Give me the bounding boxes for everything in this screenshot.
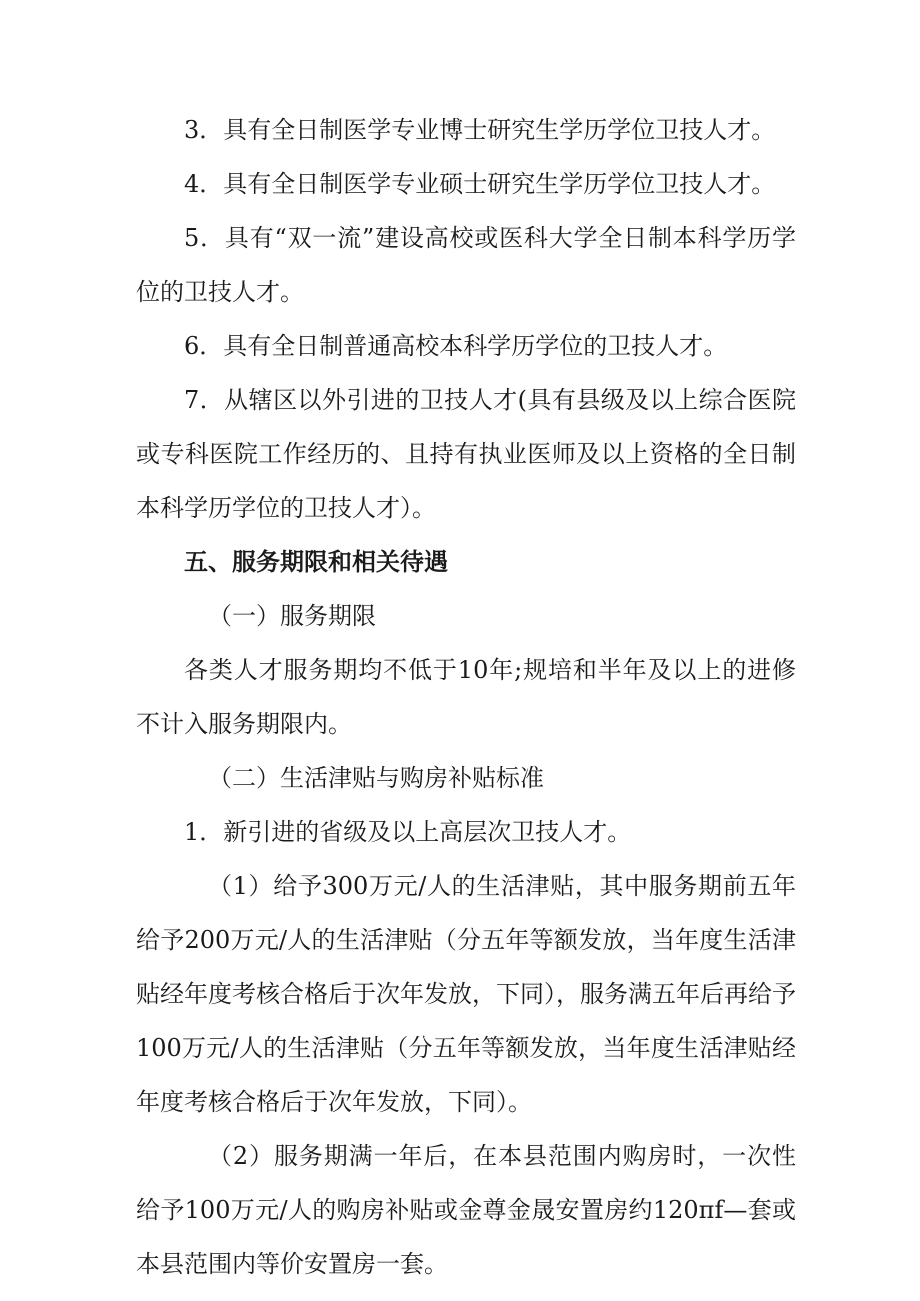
subsection-heading-1: （一）服务期限 [208,602,376,630]
section-heading-5: 五、服务期限和相关待遇 [184,547,448,576]
sub-item-2: （2）服务期满一年后，在本县范围内购房时，一次性给予100万元/人的购房补贴或金尊金晟安置房约120πf—套或本县范围内等价安置房一套。 [136,1142,796,1278]
list-item-3: 3．具有全日制医学专业博士研究生学历学位卫技人才。 [184,116,776,144]
list-item-6: 6．具有全日制普通高校本科学历学位的卫技人才。 [184,332,728,360]
document-body [136,103,796,1291]
sub-item-1: （1）给予300万元/人的生活津贴，其中服务期前五年给予200万元/人的生活津贴（分五年等额发放，当年度生活津贴经年度考核合格后于次年发放，下同），服务满五年后再给予100万元/人的生活津贴（分五年等额发放，当年度生活津贴经年度考核合格后于次年发放，下同）。 [136,872,796,1116]
subsection-heading-2: （二）生活津贴与购房补贴标准 [208,764,544,792]
list-item-1: 1．新引进的省级及以上高层次卫技人才。 [184,818,632,846]
body-paragraph: 各类人才服务期均不低于10年;规培和半年及以上的进修不计入服务期限内。 [136,656,796,738]
list-item-4: 4．具有全日制医学专业硕士研究生学历学位卫技人才。 [184,170,776,198]
list-item-5: 5．具有“双一流”建设高校或医科大学全日制本科学历学位的卫技人才。 [136,224,796,306]
list-item-7: 7．从辖区以外引进的卫技人才(具有县级及以上综合医院或专科医院工作经历的、且持有执业医师及以上资格的全日制本科学历学位的卫技人才）。 [136,386,796,522]
